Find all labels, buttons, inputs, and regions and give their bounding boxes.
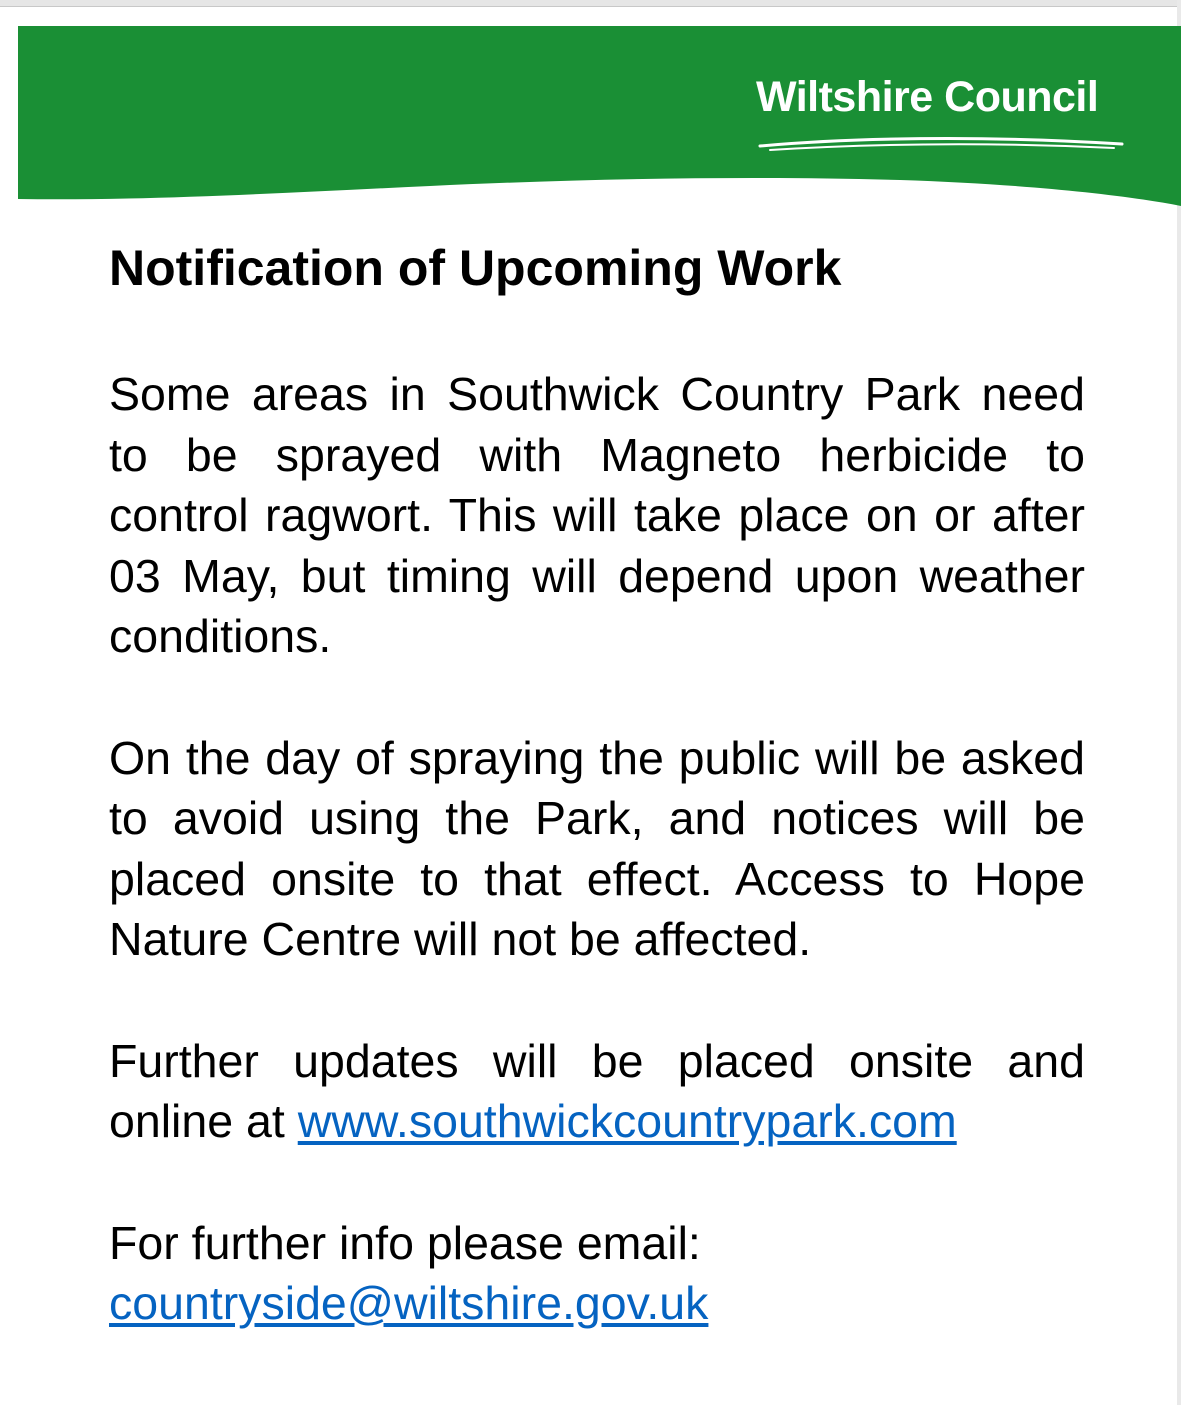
paragraph-contact (109, 1213, 1085, 1334)
header-banner (0, 26, 1181, 216)
green-wave-banner (0, 26, 1181, 216)
window-top-edge (0, 0, 1181, 7)
wiltshire-council-logo: Wiltshire Council (756, 73, 1099, 121)
paragraph-public-access: On the day of spraying the public will be asked to avoid using the Park, and notices will be placed onsite to that effect. Access to Hope Nature Centre will not be affected. (109, 731, 1085, 965)
website-link[interactable]: www.southwickcountrypark.com (297, 1095, 957, 1147)
notice-body (109, 234, 1085, 1334)
logo-swoosh-icon (758, 132, 1124, 154)
paragraph-updates (109, 1031, 1085, 1152)
notice-title: Notification of Upcoming Work (109, 240, 842, 296)
email-link[interactable]: countryside@wiltshire.gov.uk (109, 1277, 709, 1329)
updates-text: Further updates will be placed onsite and online at (109, 1034, 1085, 1147)
contact-text: For further info please email: (109, 1216, 701, 1269)
paragraph-spraying-info: Some areas in Southwick Country Park need to be sprayed with Magneto herbicide to control ragwort. This will take place on or after 03 May, but timing will depend upon weather conditions. (109, 368, 1085, 662)
